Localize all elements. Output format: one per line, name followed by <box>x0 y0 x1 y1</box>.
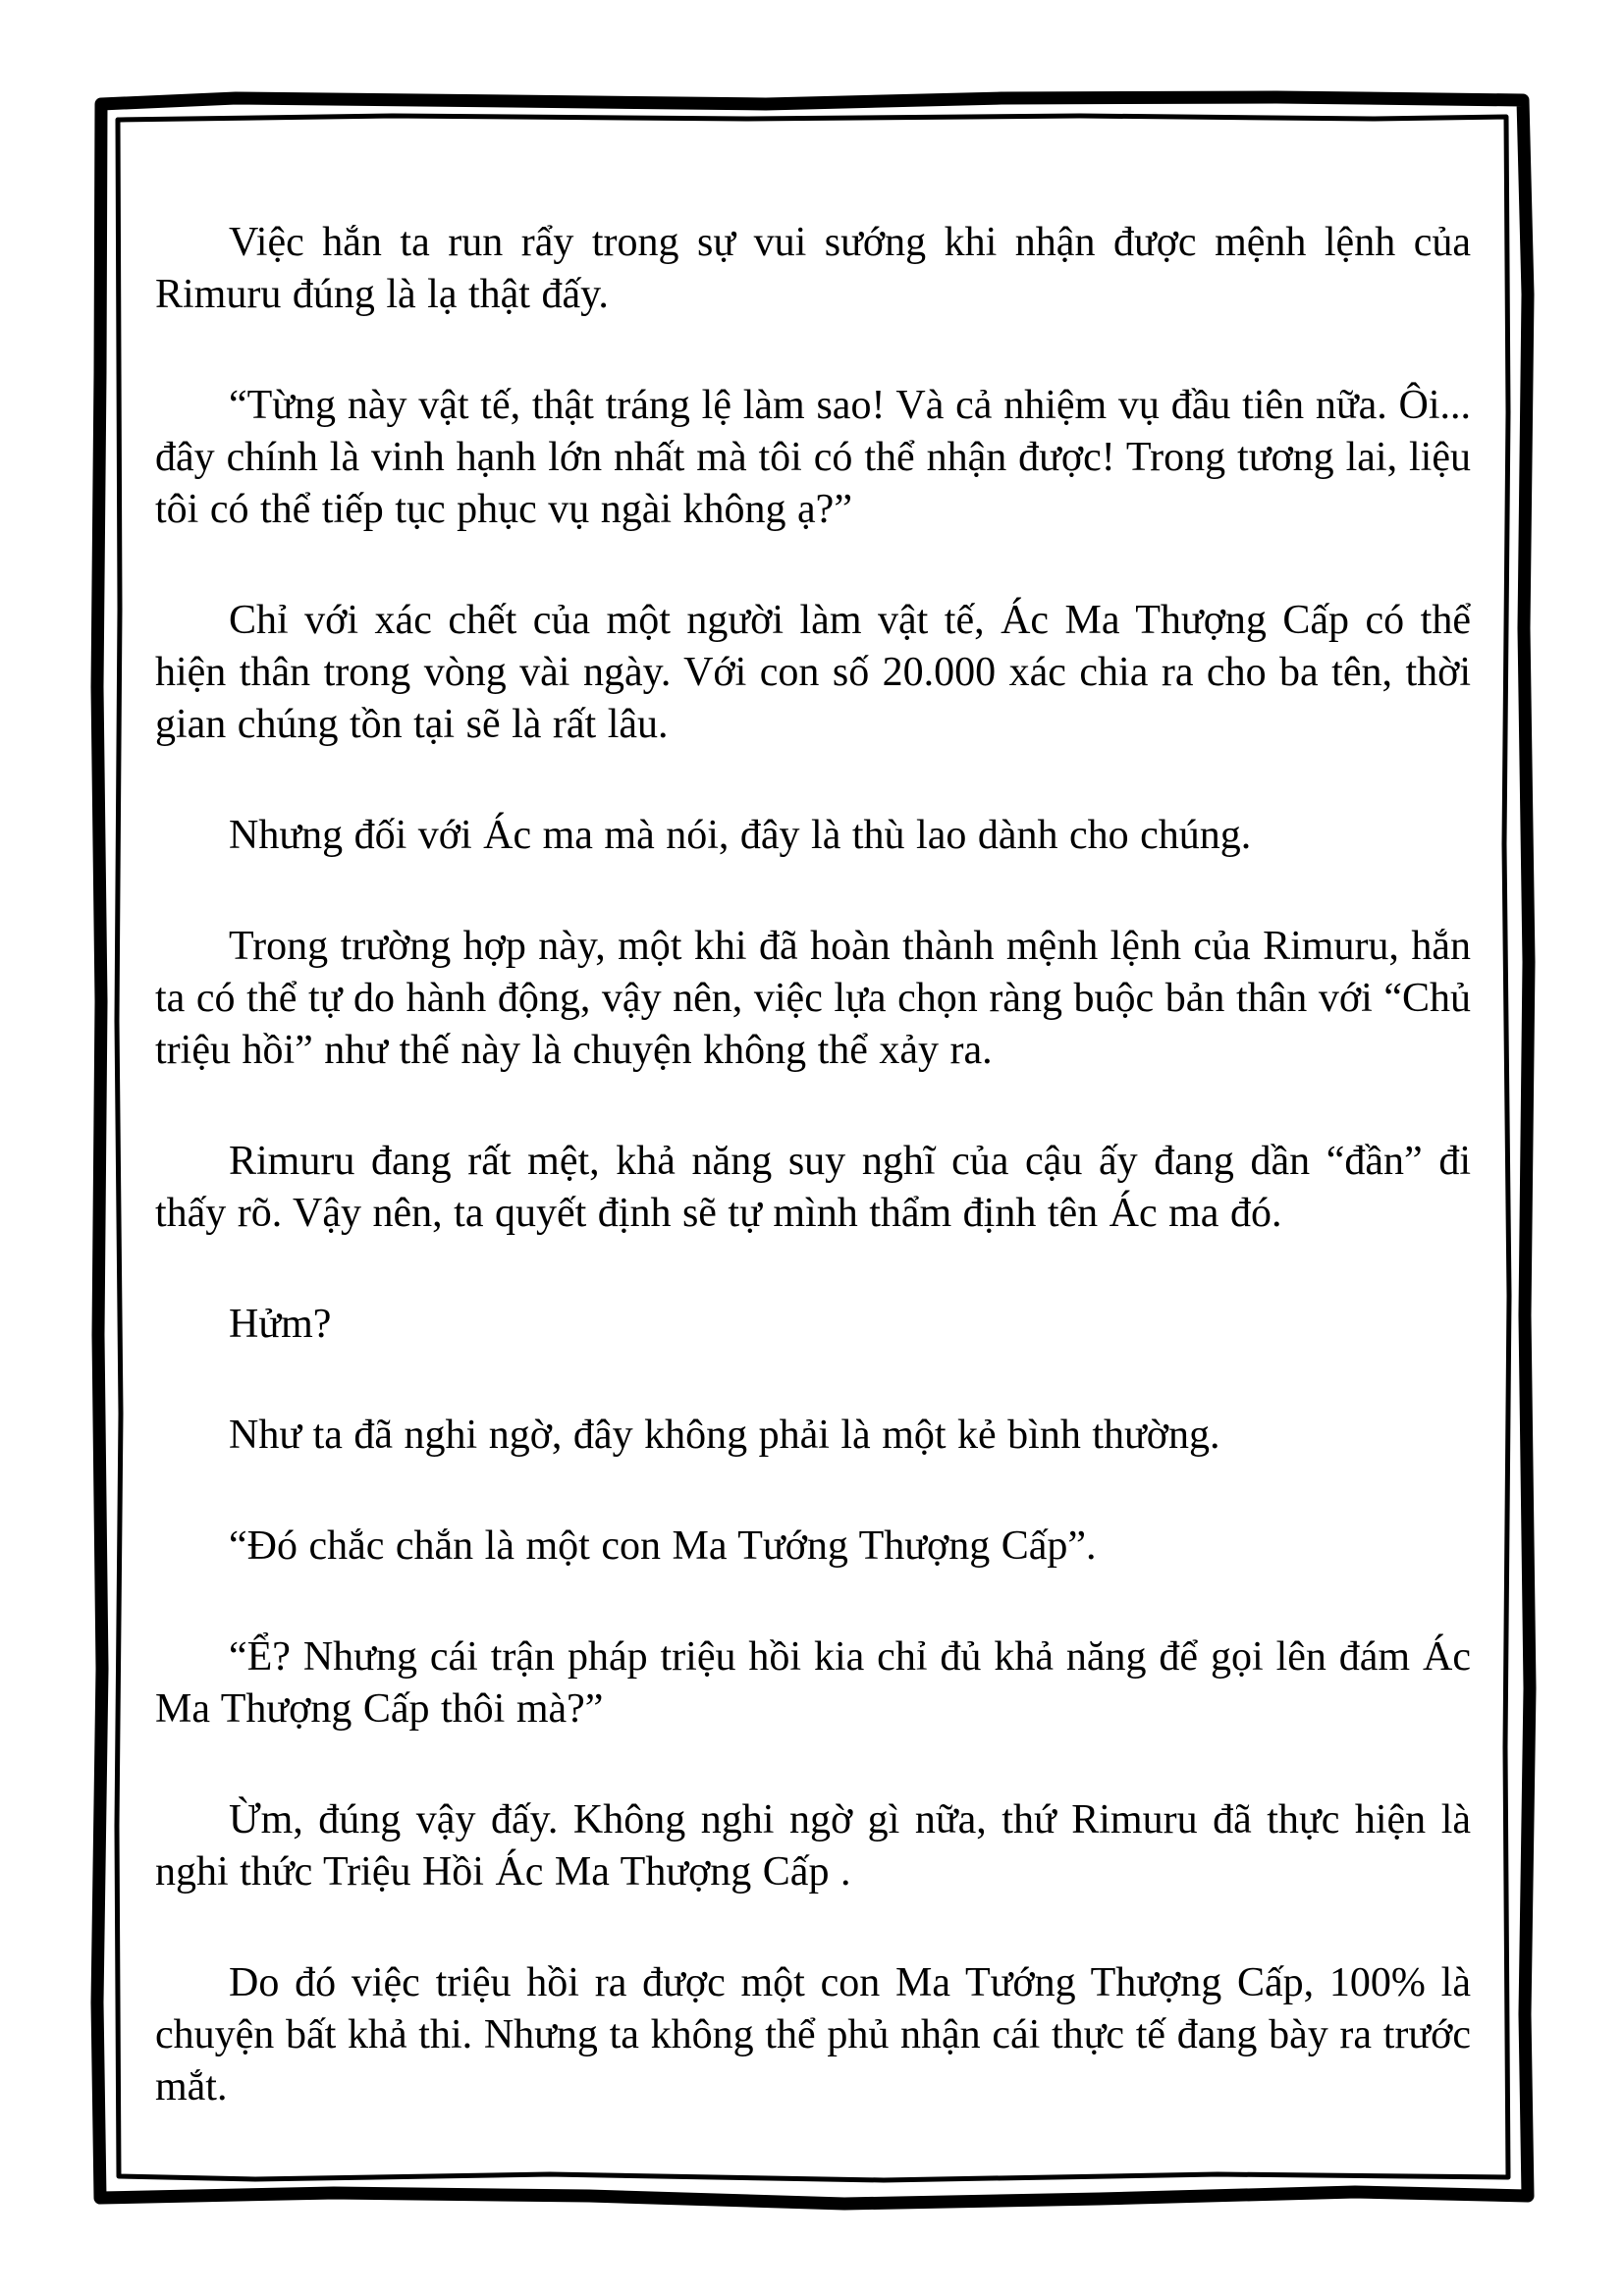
paragraph: Do đó việc triệu hồi ra được một con Ma Tướng Thượng Cấp, 100% là chuyện bất khả thi. Nhưng ta không thể phủ nhận cái thực tế đang bày ra trước mắt. <box>155 1960 1471 2109</box>
paragraph: “Từng này vật tế, thật tráng lệ làm sao! Và cả nhiệm vụ đầu tiên nữa. Ôi... đây chính là vinh hạnh lớn nhất mà tôi có thể nhận được! Trong tương lai, liệu tôi có thể tiếp tục phục vụ ngài không ạ?” <box>155 383 1471 532</box>
page-content <box>155 217 1471 2172</box>
paragraph: Nhưng đối với Ác ma mà nói, đây là thù lao dành cho chúng. <box>229 813 1252 858</box>
paragraph: Rimuru đang rất mệt, khả năng suy nghĩ của cậu ấy đang dần “đần” đi thấy rõ. Vậy nên, ta quyết định sẽ tự mình thẩm định tên Ác ma đó. <box>155 1139 1471 1236</box>
paragraph: “Đó chắc chắn là một con Ma Tướng Thượng Cấp”. <box>229 1523 1097 1569</box>
paragraph: Trong trường hợp này, một khi đã hoàn thành mệnh lệnh của Rimuru, hắn ta có thể tự do hành động, vậy nên, việc lựa chọn ràng buộc bản thân với “Chủ triệu hồi” như thế này là chuyện không thể xảy ra. <box>155 924 1471 1073</box>
paragraph: Ừm, đúng vậy đấy. Không nghi ngờ gì nữa, thứ Rimuru đã thực hiện là nghi thức Triệu Hồi Ác Ma Thượng Cấp . <box>155 1797 1471 1895</box>
paragraph: Hửm? <box>229 1302 332 1347</box>
paragraph: Như ta đã nghi ngờ, đây không phải là một kẻ bình thường. <box>229 1413 1220 1458</box>
paragraph: Việc hắn ta run rẩy trong sự vui sướng khi nhận được mệnh lệnh của Rimuru đúng là lạ thật đấy. <box>155 220 1471 317</box>
paragraph: “Ể? Nhưng cái trận pháp triệu hồi kia chỉ đủ khả năng để gọi lên đám Ác Ma Thượng Cấp thôi mà?” <box>155 1634 1471 1732</box>
paragraph: Chỉ với xác chết của một người làm vật tế, Ác Ma Thượng Cấp có thể hiện thân trong vòng vài ngày. Với con số 20.000 xác chia ra cho ba tên, thời gian chúng tồn tại sẽ là rất lâu. <box>155 598 1471 747</box>
